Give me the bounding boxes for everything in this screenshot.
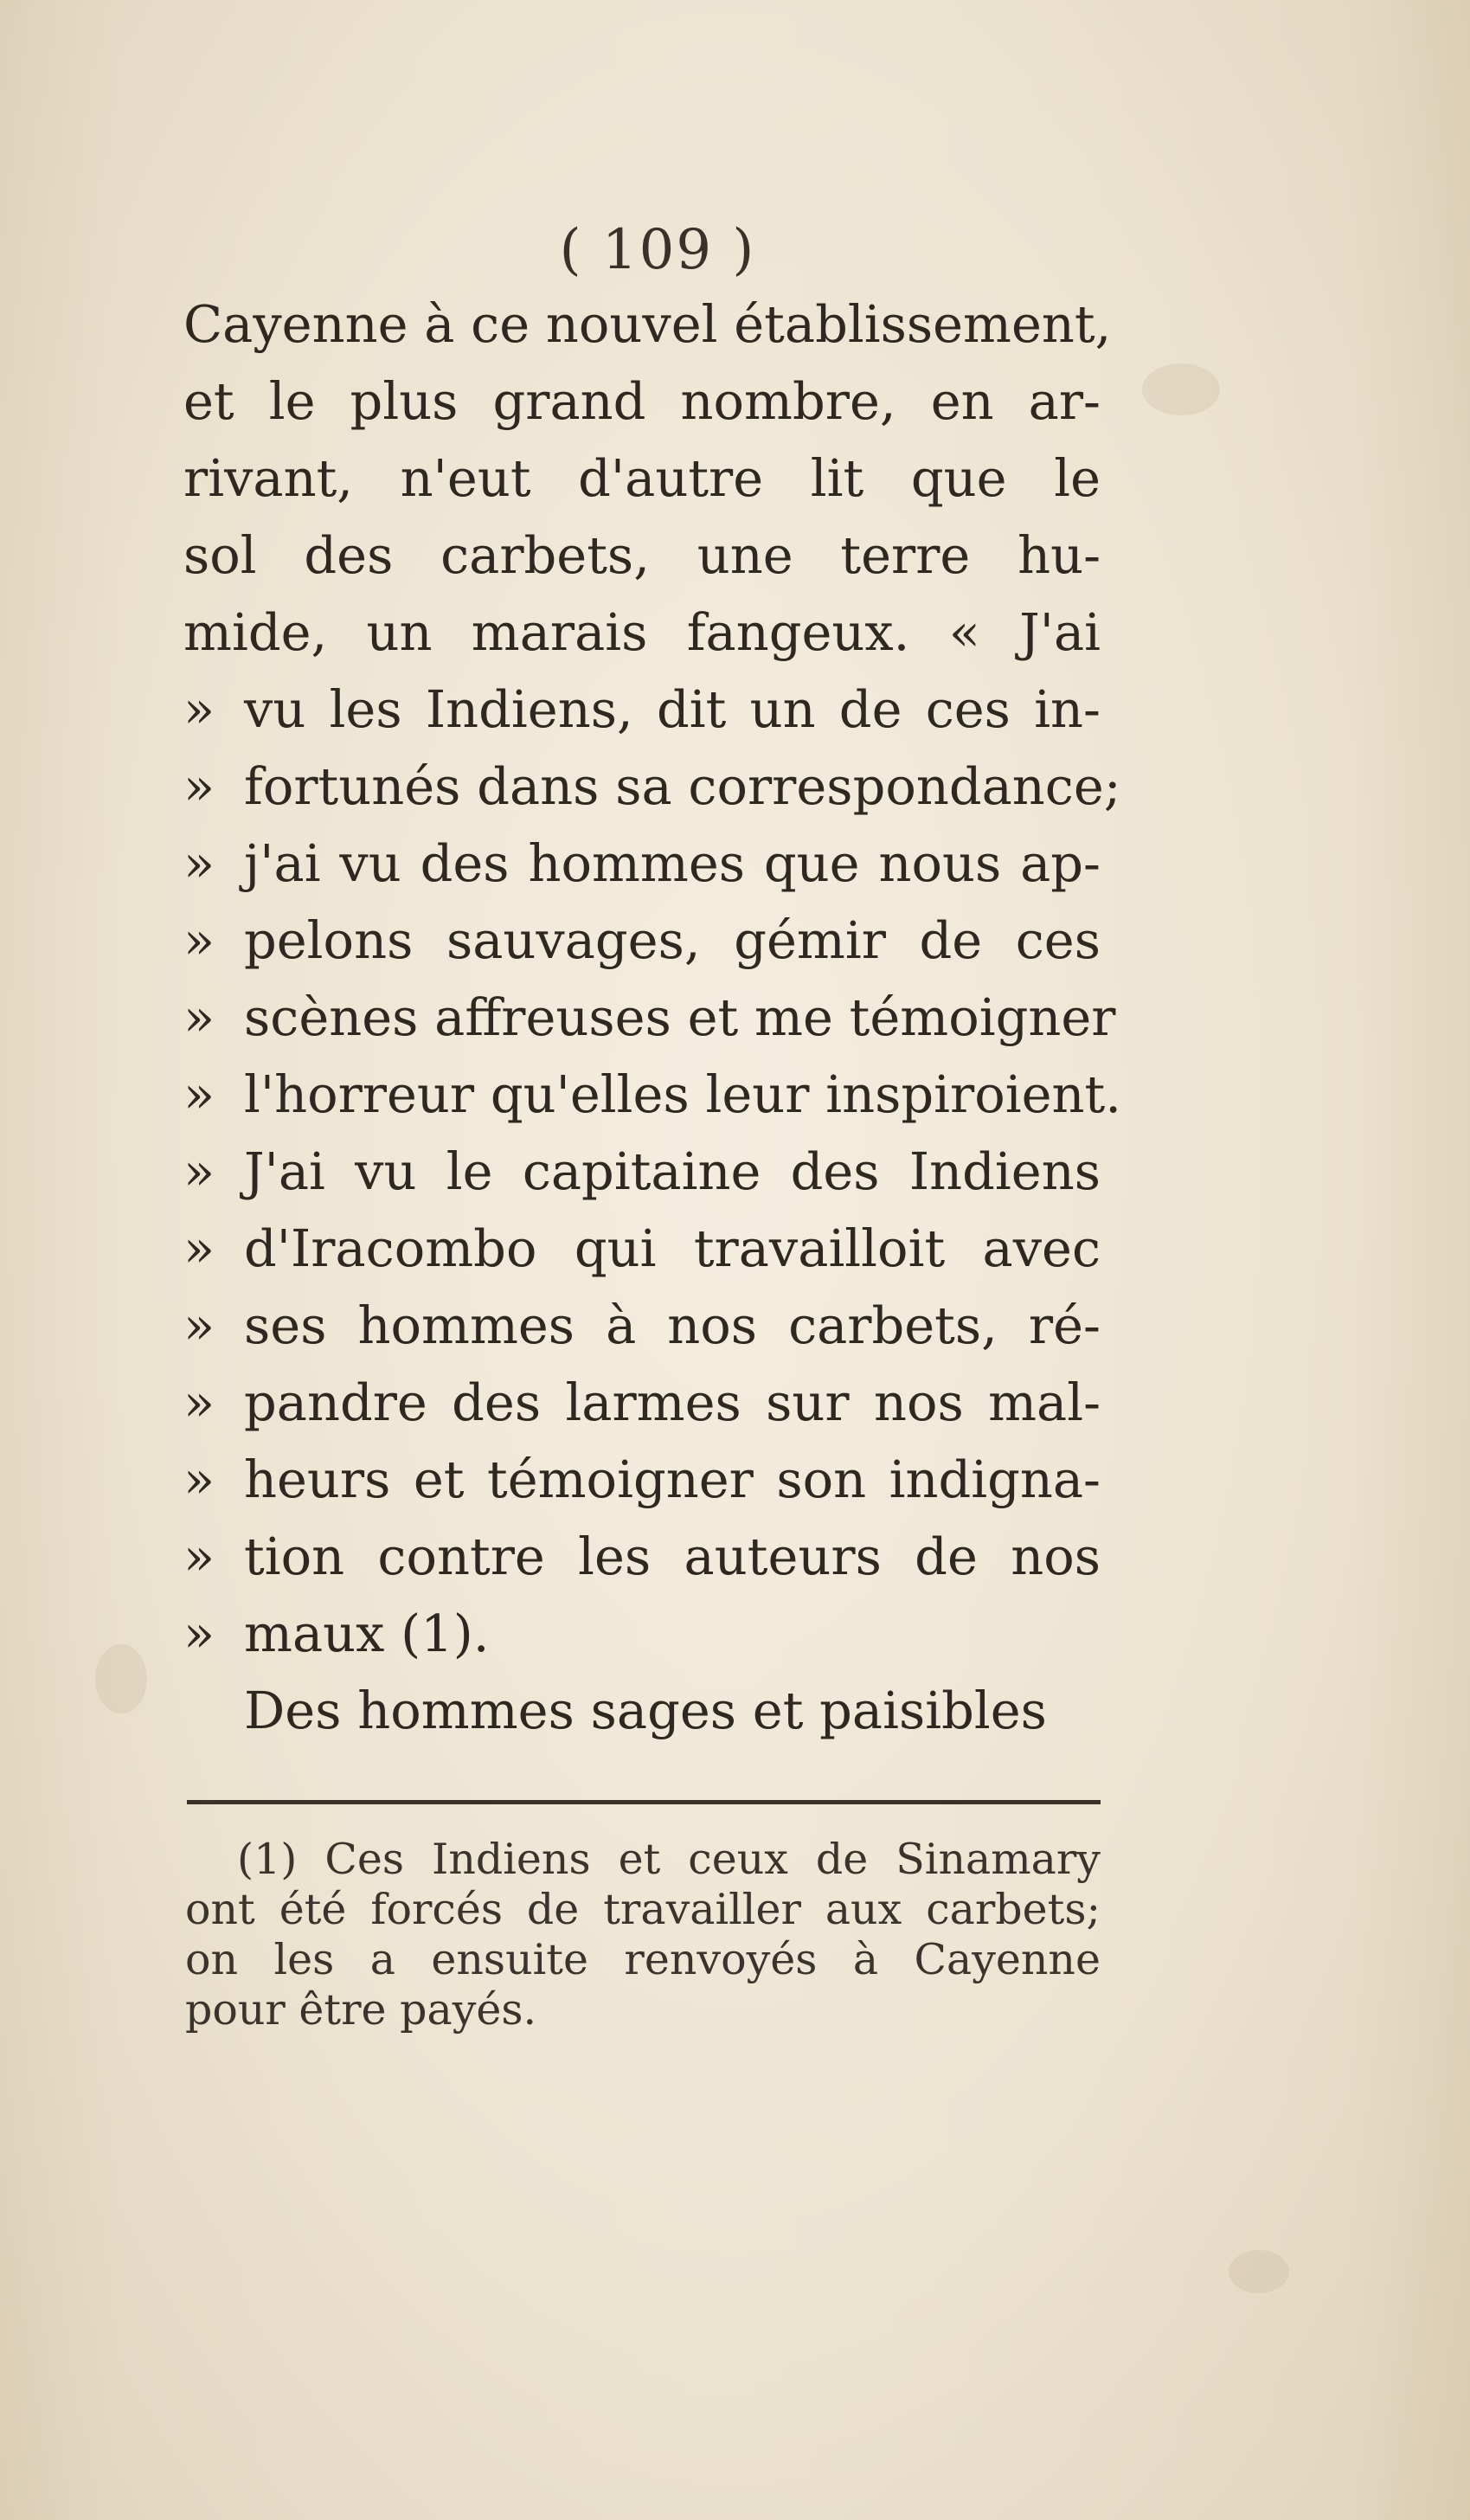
line-text: et le plus grand nombre, en ar-: [183, 371, 1101, 431]
quote-mark: »: [183, 1450, 215, 1509]
line-text: sol des carbets, une terre hu-: [183, 525, 1101, 585]
quote-mark: »: [183, 1141, 215, 1201]
paper-stain: [95, 1644, 147, 1713]
line-text: rivant, n'eut d'autre lit que le: [183, 448, 1101, 508]
text-line: [183, 825, 1101, 903]
quote-mark: »: [183, 910, 215, 970]
text-line: [183, 902, 1101, 980]
footnote-line: on les a ensuite renvoyés à Cayenne: [185, 1935, 1101, 1984]
line-text: ses hommes à nos carbets, ré-: [244, 1295, 1101, 1355]
quote-mark: »: [183, 1604, 215, 1663]
quote-mark: »: [183, 756, 215, 816]
line-text: d'Iracombo qui travailloit avec: [244, 1218, 1101, 1278]
footnote-rule: [187, 1800, 1101, 1804]
text-line: [183, 1672, 1101, 1750]
line-text: scènes affreuses et me témoigner: [244, 987, 1116, 1047]
footnote-line: pour être payés.: [185, 1985, 537, 2035]
text-line: [183, 440, 1101, 518]
quote-mark: »: [183, 1218, 215, 1278]
line-text: maux (1).: [244, 1604, 490, 1663]
line-text: Cayenne à ce nouvel établissement,: [183, 294, 1112, 354]
quote-mark: »: [183, 1295, 215, 1355]
text-line: [183, 748, 1121, 826]
page-number: ( 109 ): [559, 218, 756, 282]
line-text: pelons sauvages, gémir de ces: [244, 910, 1101, 970]
quote-mark: »: [183, 1527, 215, 1586]
quote-mark: »: [183, 1064, 215, 1124]
paper-stain: [1229, 2250, 1289, 2293]
text-line: [183, 1441, 1101, 1519]
line-text: j'ai vu des hommes que nous ap-: [244, 833, 1101, 893]
text-line: [183, 1056, 1121, 1134]
line-text: Des hommes sages et paisibles: [244, 1681, 1047, 1740]
text-line: [183, 671, 1101, 749]
quote-mark: »: [183, 1372, 215, 1432]
line-text: pandre des larmes sur nos mal-: [244, 1372, 1101, 1432]
footnote-line: ont été forcés de travailler aux carbets;: [185, 1885, 1101, 1934]
line-text: tion contre les auteurs de nos: [244, 1527, 1101, 1586]
text-line: [183, 1518, 1101, 1596]
line-text: heurs et témoigner son indigna-: [244, 1450, 1101, 1509]
text-line: [183, 1287, 1101, 1365]
text-line: [183, 363, 1101, 440]
text-line: [183, 286, 1112, 363]
paper-stain: [1142, 363, 1220, 415]
quote-mark: »: [183, 987, 215, 1047]
text-line: [183, 1364, 1101, 1442]
line-text: J'ai vu le capitaine des Indiens: [244, 1141, 1101, 1201]
text-line: [183, 1210, 1101, 1288]
text-line: [183, 517, 1101, 595]
line-text: l'horreur qu'elles leur inspiroient.: [244, 1064, 1121, 1124]
quote-mark: »: [183, 679, 215, 739]
text-line: [183, 979, 1116, 1057]
text-line: [183, 594, 1101, 672]
footnote-line: (1) Ces Indiens et ceux de Sinamary: [237, 1835, 1101, 1884]
quote-mark: »: [183, 833, 215, 893]
line-text: mide, un marais fangeux. « J'ai: [183, 602, 1101, 662]
line-text: vu les Indiens, dit un de ces in-: [244, 679, 1101, 739]
text-line: [183, 1595, 1101, 1673]
line-text: fortunés dans sa correspondance;: [244, 756, 1121, 816]
text-line: [183, 1133, 1101, 1211]
